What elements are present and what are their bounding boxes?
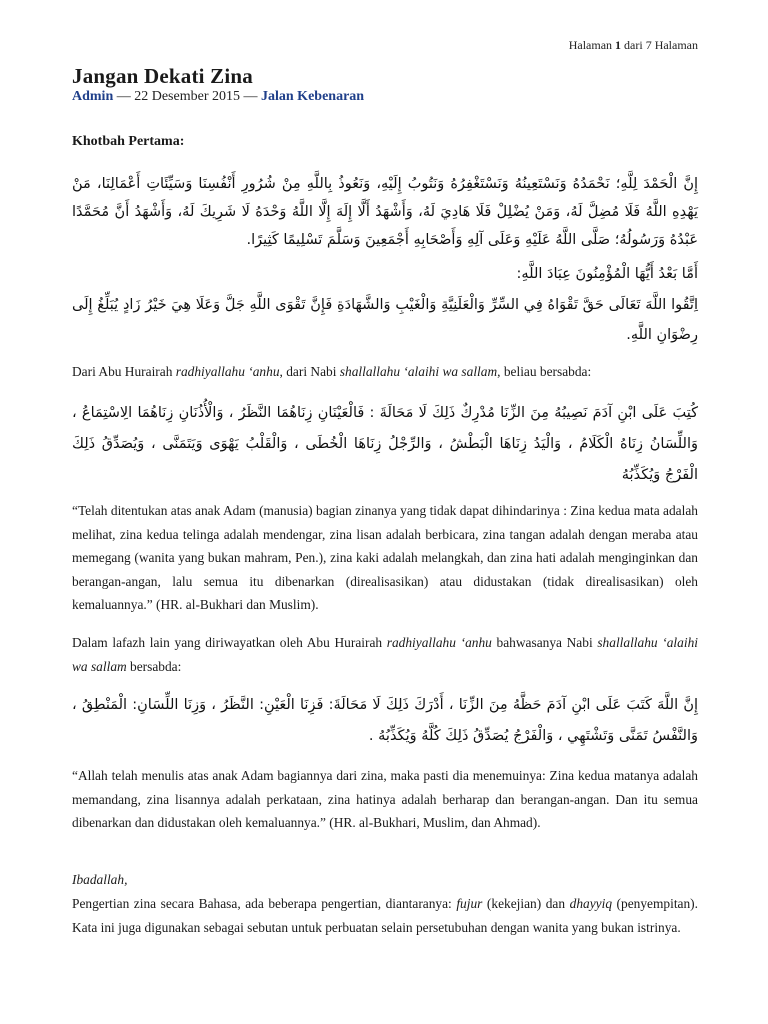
article-byline xyxy=(72,89,364,105)
article-date: 22 Desember 2015 xyxy=(134,89,240,104)
page-indicator xyxy=(569,38,698,53)
arabic-taqwa: اِتَّقُوا اللَّهَ تَعَالَى حَقَّ تَقْوَاهُ فِي السِّرِّ وَالْعَلَنِيَّةِ وَالْغَيْبِ وَالشَّهَادَةِ فَإِنَّ تَقْوَى اللَّهِ جَلَّ وَعَلَا هِيَ خَيْرُ زَادٍ يُبَلِّغُ إِلَى رِضْوَانِ اللَّهِ. xyxy=(72,297,698,343)
arabic-salutation: أَمَّا بَعْدُ أَيُّهَا الْمُؤْمِنُونَ عِبَادَ اللَّهِ: xyxy=(516,266,698,282)
hadith2-intro: Dalam lafazh lain yang diriwayatkan oleh Abu Hurairah radhiyallahu ‘anhu bahwasanya Nabi shallallahu ‘alaihi wa sallam bersabda: xyxy=(72,635,698,674)
hadith2-translation: “Allah telah menulis atas anak Adam bagiannya dari zina, maka pasti dia menemuinya: Zina kedua matanya adalah memandang, zina lisannya adalah perkataan, zina hatinya adalah berharap dan berangan-angan. Dan itu semua dibenarkan dan didustakan oleh kemaluannya.” (HR. al-Bukhari, Muslim, dan Ahmad). xyxy=(72,768,698,830)
arabic-hadith-2: إِنَّ اللَّهَ كَتَبَ عَلَى ابْنِ آدَمَ حَظَّهُ مِنَ الزِّنَا ، أَدْرَكَ ذَلِكَ لَا مَحَالَةَ: فَزِنَا الْعَيْنِ: النَّظَرُ ، وَزِنَا اللِّسَانِ: الْمَنْطِقُ ، وَالنَّفْسُ تَمَنَّى وَتَشْتَهِي ، وَالْفَرْجُ يُصَدِّقُ ذَلِكَ كُلَّهُ وَيُكَذِّبُهُ . xyxy=(72,697,698,744)
page-current: 1 xyxy=(615,38,622,52)
ibadallah-heading: Ibadallah, xyxy=(72,872,128,887)
hadith1-translation: “Telah ditentukan atas anak Adam (manusia) bagian zinanya yang tidak dapat dihindarinya : Zina kedua mata adalah melihat, zina kedua telinga adalah mendengar, zina lisan adalah berbicara, zina tangan adalah dengan meraba atau memegang (wanita yang bukan mahram, Pen.), zina kaki adalah melangkah, dan zina hati adalah menginginkan dan berangan-angan, lalu semua itu dibenarkan (direalisasikan) atau didustakan (tidak direalisasikan) oleh kemaluannya.” (HR. al-Bukhari dan Muslim). xyxy=(72,503,698,612)
page-label-mid: dari xyxy=(624,38,643,52)
byline-separator-2: — xyxy=(243,89,258,104)
article-title: Jangan Dekati Zina xyxy=(72,64,253,88)
arabic-opening: إِنَّ الْحَمْدَ لِلَّهِ؛ نَحْمَدُهُ وَنَسْتَعِينُهُ وَنَسْتَغْفِرُهُ وَنَتُوبُ إِلَيْهِ، وَنَعُوذُ بِاللَّهِ مِنْ شُرُورِ أَنْفُسِنَا وَسَيِّئَاتِ أَعْمَالِنَا، مَنْ يَهْدِهِ اللَّهُ فَلَا مُضِلَّ لَهُ، وَمَنْ يُضْلِلْ فَلَا هَادِيَ لَهُ، وَأَشْهَدُ أَلَّا إِلَهَ إِلَّا اللَّهُ وَحْدَهُ لَا شَرِيكَ لَهُ، وَأَشْهَدُ أَنَّ مُحَمَّدًا عَبْدُهُ وَرَسُولُهُ؛ صَلَّى اللَّهُ عَلَيْهِ وَعَلَى آلِهِ وَأَصْحَابِهِ أَجْمَعِينَ وَسَلَّمَ تَسْلِيمًا كَثِيرًا. xyxy=(72,176,698,248)
author-link[interactable]: Admin xyxy=(72,89,114,104)
category-link[interactable]: Jalan Kebenaran xyxy=(261,89,365,104)
page-label-suffix: Halaman xyxy=(654,38,698,52)
section-title: Khotbah Pertama: xyxy=(72,134,185,149)
page-total: 7 xyxy=(645,38,652,52)
page-label-prefix: Halaman xyxy=(568,38,613,52)
arabic-hadith-1: كُتِبَ عَلَى ابْنِ آدَمَ نَصِيبُهُ مِنَ الزِّنَا مُدْرِكٌ ذَلِكَ لَا مَحَالَةَ : فَالْعَيْنَانِ زِنَاهُمَا النَّظَرُ ، وَالْأُذُنَانِ زِنَاهُمَا الِاسْتِمَاعُ ، وَاللِّسَانُ زِنَاهُ الْكَلَامُ ، وَالْيَدُ زِنَاهَا الْبَطْشُ ، وَالرِّجْلُ زِنَاهَا الْخُطَى ، وَالْقَلْبُ يَهْوَى وَيَتَمَنَّى ، وَيُصَدِّقُ ذَلِكَ الْفَرْجُ وَيُكَذِّبُهُ xyxy=(72,405,698,483)
hadith1-intro: Dari Abu Hurairah radhiyallahu ‘anhu, dari Nabi shallallahu ‘alaihi wa sallam, beliau bersabda: xyxy=(72,364,592,379)
shallallahu-alaihi-wa-sallam: shallallahu ‘alaihi wa sallam xyxy=(339,364,498,379)
shallallahu-alaihi-wa-sallam-2: shallallahu ‘alaihi wa sallam xyxy=(72,635,698,674)
radhiyallahu-anhu: radhiyallahu ‘anhu xyxy=(175,364,280,379)
byline-separator: — xyxy=(116,89,131,104)
term-dhayyiq: dhayyiq xyxy=(569,896,613,911)
zina-definition: Pengertian zina secara Bahasa, ada beberapa pengertian, diantaranya: fujur (kekejian) dan dhayyiq (penyempitan). Kata ini juga digunakan sebagai sebutan untuk perbuatan selain persetubuhan dengan wanita yang bukan istrinya. xyxy=(72,896,698,935)
term-fujur: fujur xyxy=(456,896,483,911)
radhiyallahu-anhu-2: radhiyallahu ‘anhu xyxy=(386,635,492,650)
